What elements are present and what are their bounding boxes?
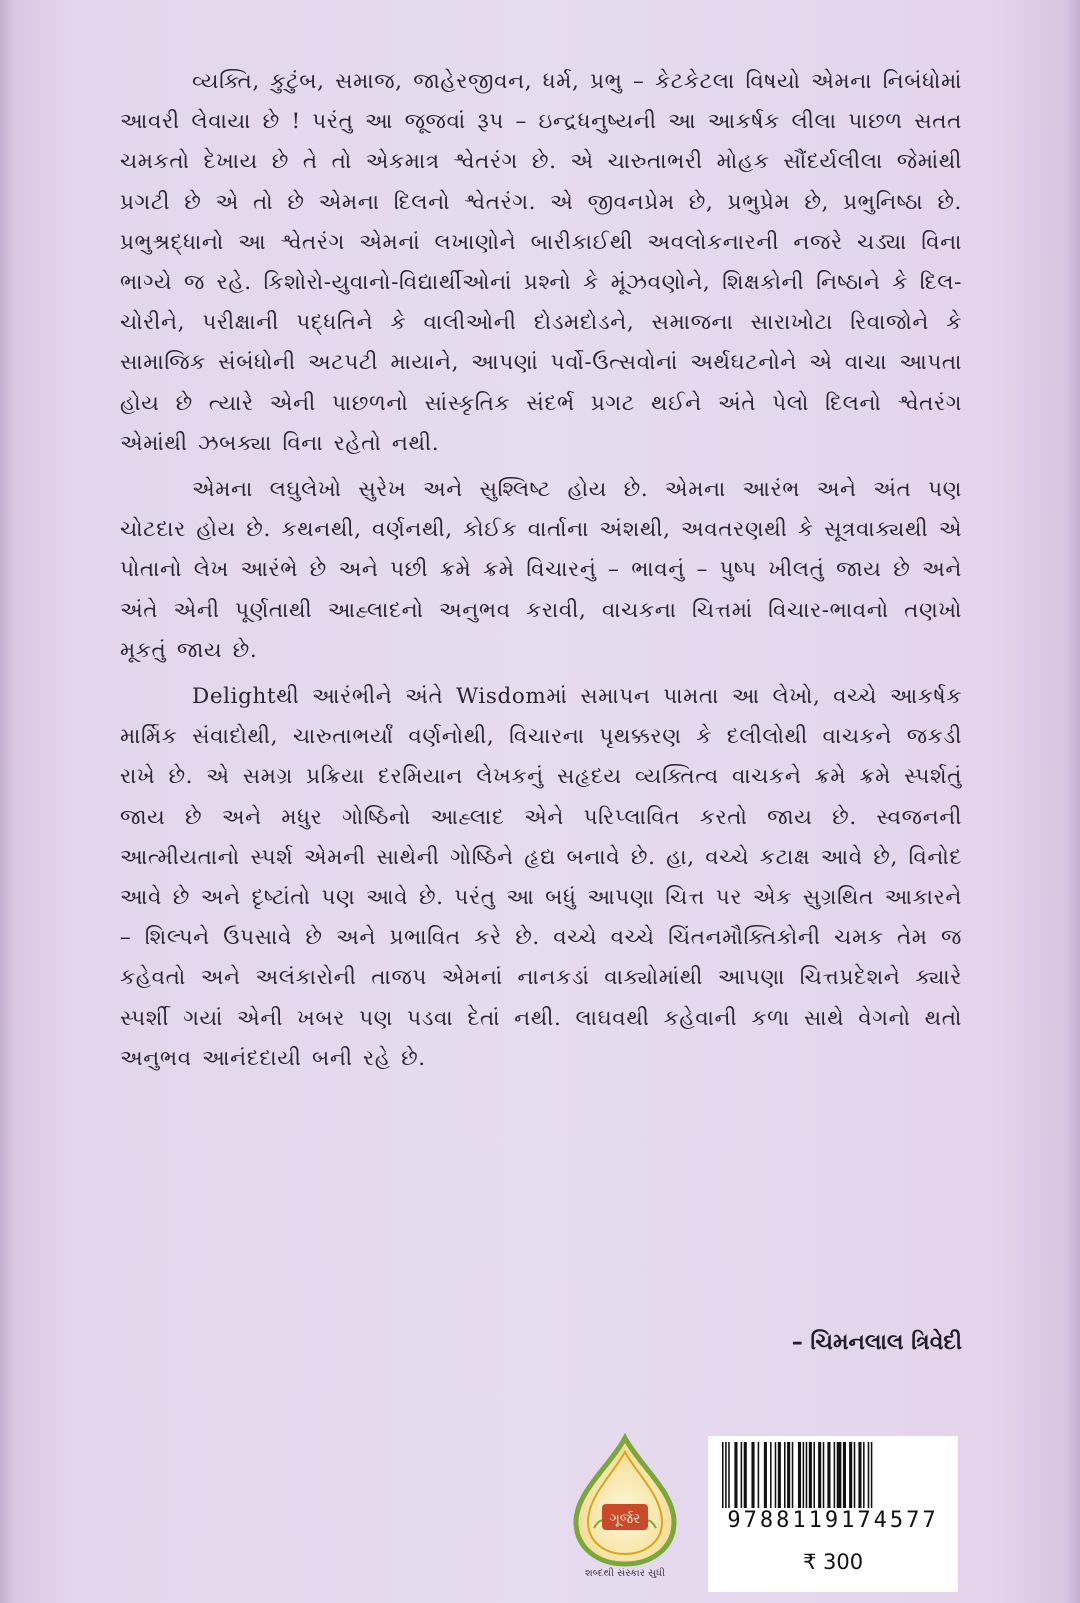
- barcode-bar: [868, 1442, 870, 1512]
- blurb-paragraph-3: Delightથી આરંભીને અંતે Wisdomમાં સમાપન પામતા આ લેખો, વચ્ચે આકર્ષક માર્મિક સંવાદોથી, ચારુતાભર્યાં વર્ણનોથી, વિચારના પૃથક્કરણ કે દલીલોથી વાચકને જકડી રાખે છે. એ સમગ્ર પ્રક્રિયા દરમિયાન લેખકનું સહૃદય વ્યક્તિત્વ વાચકને ક્રમે ક્રમે સ્પર્શતું જાય છે અને મધુર ગોષ્ઠિનો આહ્લાદ એને પરિપ્લાવિત કરતો જાય છે. સ્વજનની આત્મીયતાનો સ્પર્શ એમની સાથેની ગોષ્ઠિને હૃદ્ય બનાવે છે. હા, વચ્ચે કટાક્ષ આવે છે, વિનોદ આવે છે અને દૃષ્ટાંતો પણ આવે છે. પરંતુ આ બધું આપણા ચિત્ત પર એક સુગ્રથિત આકારને – શિલ્પને ઉપસાવે છે અને પ્રભાવિત કરે છે. વચ્ચે વચ્ચે ચિંતનમૌક્તિકોની ચમક તેમ જ કહેવતો અને અલંકારોની તાજપ એમનાં નાનકડાં વાક્યોમાંથી આપણા ચિત્તપ્રદેશને ક્યારે સ્પર્શી ગયાં એની ખબર પણ પડવા દેતાં નથી. લાઘવથી કહેવાની કળા સાથે વેગનો થતો અનુભવ આનંદદાયી બની રહે છે.: [120, 684, 962, 1071]
- barcode-bar: [770, 1442, 772, 1512]
- barcode-bar: [871, 1442, 873, 1512]
- barcode-bar: [806, 1442, 808, 1512]
- publisher-logo: [550, 1432, 700, 1592]
- barcode-bar: [787, 1442, 790, 1512]
- author-signature: – ચિમનલાલ ત્રિવેદી: [791, 1330, 962, 1355]
- barcode-bar: [725, 1442, 727, 1512]
- barcode-bar: [722, 1442, 724, 1512]
- cover-right-edge-shadow: [1066, 0, 1080, 1603]
- barcode-bar: [728, 1442, 730, 1512]
- barcode-bar: [751, 1442, 754, 1512]
- isbn-barcode: [708, 1436, 958, 1514]
- barcode-bar: [775, 1442, 777, 1512]
- barcode-bar: [823, 1442, 825, 1512]
- barcode-bar: [834, 1442, 836, 1512]
- blurb-text: [120, 62, 962, 1085]
- barcode-bar: [843, 1442, 846, 1512]
- barcode-bar: [744, 1442, 747, 1512]
- barcode-bar: [863, 1442, 865, 1512]
- barcode-bar: [758, 1442, 760, 1512]
- barcode-bar: [809, 1442, 812, 1512]
- barcode-bar: [792, 1442, 794, 1512]
- barcode-bar: [818, 1442, 821, 1512]
- barcode-bar: [798, 1442, 801, 1512]
- barcode-bar: [764, 1442, 767, 1512]
- barcode-bar: [854, 1442, 856, 1512]
- barcode-bar: [858, 1442, 861, 1512]
- cover-left-edge-shadow: [0, 0, 14, 1603]
- barcode-bar: [734, 1442, 737, 1512]
- blurb-paragraph-1: વ્યક્તિ, કુટુંબ, સમાજ, જાહેરજીવન, ધર્મ, પ્રભુ – કેટકેટલા વિષયો એમના નિબંધોમાં આવરી લેવાયા છે ! પરંતુ આ જૂજવાં રૂપ – ઇન્દ્રધનુષ્યની આ આકર્ષક લીલા પાછળ સતત ચમકતો દેખાય છે તે તો એકમાત્ર શ્વેતરંગ છે. એ ચારુતાભરી મોહક સૌંદર્યલીલા જેમાંથી પ્રગટી છે એ તો છે એમના દિલનો શ્વેતરંગ. એ જીવનપ્રેમ છે, પ્રભુપ્રેમ છે, પ્રભુનિષ્ઠા છે. પ્રભુશ્રદ્ધાનો આ શ્વેતરંગ એમનાં લખાણોને બારીકાઈથી અવલોકનારની નજરે ચડ્યા વિના ભાગ્યે જ રહે. કિશોરો-યુવાનો-વિદ્યાર્થીઓનાં પ્રશ્નો કે મૂંઝવણોને, શિક્ષકોની નિષ્ઠાને કે દિલ-ચોરીને, પરીક્ષાની પદ્ધતિને કે વાલીઓની દોડમદોડને, સમાજના સારાખોટા રિવાજોને કે સામાજિક સંબંધોની અટપટી માયાને, આપણાં પર્વો-ઉત્સવોનાં અર્થઘટનોને એ વાચા આપતા હોય છે ત્યારે એની પાછળનો સાંસ્કૃતિક સંદર્ભ પ્રગટ થઈને અંતે પેલો દિલનો શ્વેતરંગ એમાંથી ઝબક્યા વિના રહેતો નથી.: [120, 69, 962, 456]
- barcode-panel: [708, 1436, 958, 1592]
- barcode-bar: [849, 1442, 852, 1512]
- blurb-paragraph-2: એમના લઘુલેખો સુરેખ અને સુશ્લિષ્ટ હોય છે. એમના આરંભ અને અંત પણ ચોટદાર હોય છે. કથનથી, વર્ણનથી, કોઈક વાર્તાના અંશથી, અવતરણથી કે સૂત્રવાક્યથી એ પોતાનો લેખ આરંભે છે અને પછી ક્રમે ક્રમે વિચારનું – ભાવનું – પુષ્પ ખીલતું જાય છે અને અંતે એની પૂર્ણતાથી આહ્લાદનો અનુભવ કરાવી, વાચકના ચિત્તમાં વિચાર-ભાવનો તણખો મૂકતું જાય છે.: [120, 477, 962, 663]
- barcode-bar: [784, 1442, 786, 1512]
- barcode-bar: [741, 1442, 743, 1512]
- publisher-tagline: શબ્દથી સંસ્કાર સુધી: [584, 1568, 666, 1579]
- barcode-bar: [778, 1442, 781, 1512]
- price-label: ₹ 300: [802, 1550, 864, 1574]
- publisher-logo-text: ગૂર્જર: [609, 1511, 641, 1527]
- barcode-bar: [827, 1442, 830, 1512]
- barcode-bar: [837, 1442, 842, 1512]
- isbn-number: 9788119174577: [708, 1508, 958, 1533]
- barcode-bar: [813, 1442, 815, 1512]
- publisher-drop-emblem-icon: [550, 1432, 700, 1568]
- barcode-bar: [803, 1442, 805, 1512]
